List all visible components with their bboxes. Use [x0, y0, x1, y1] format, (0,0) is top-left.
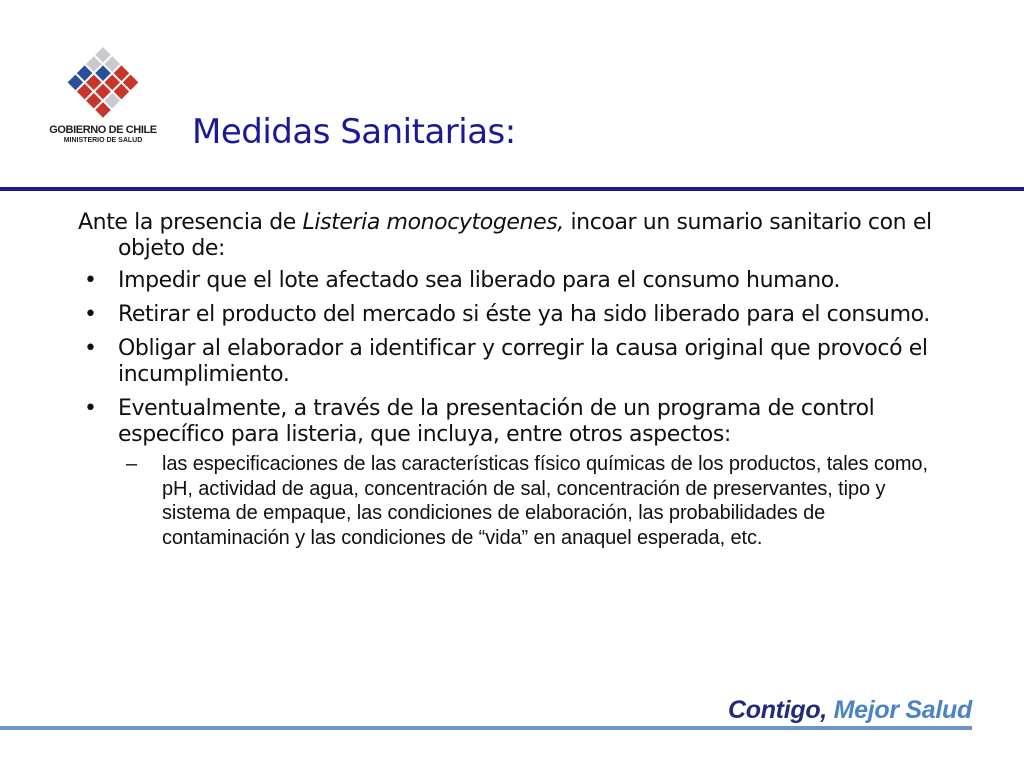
- sub-bullet-list: [118, 452, 978, 550]
- bullet-item: [78, 396, 978, 550]
- bullet-text: Impedir que el lote afectado sea liberado para el consumo humano.: [118, 268, 841, 293]
- bullet-dot-icon: •: [84, 396, 97, 421]
- bullet-dot-icon: •: [84, 336, 97, 361]
- chile-diamond-logo-icon: [63, 44, 143, 122]
- government-logo: [48, 44, 158, 154]
- intro-text-start: Ante la presencia de: [78, 210, 303, 235]
- bullet-text: Obligar al elaborador a identificar y corregir la causa original que provocó el incumplimiento.: [118, 336, 928, 387]
- bullet-item: [78, 302, 978, 328]
- intro-species-name: Listeria monocytogenes,: [302, 210, 564, 235]
- footer-divider: [0, 726, 972, 730]
- slogan-part-mejor-salud: Mejor Salud: [826, 696, 972, 724]
- logo-ministry-name: MINISTERIO DE SALUD: [63, 137, 143, 144]
- bullet-dot-icon: •: [84, 302, 97, 327]
- sub-bullet-text: las especificaciones de las características físico químicas de los productos, tales como, pH, actividad de agua, concentración de sal, concentración de preservantes, tipo y sistema de empaque, las condiciones de elaboración, las probabilidades de contaminación y las condiciones de “vida” en anaquel esperada, etc.: [162, 453, 928, 549]
- slide-title: Medidas Sanitarias:: [192, 112, 516, 152]
- bullet-item: [78, 268, 978, 294]
- footer-slogan: [728, 696, 972, 725]
- dash-icon: –: [126, 453, 138, 475]
- slogan-part-contigo: Contigo,: [727, 696, 827, 724]
- bullet-item: [78, 336, 978, 388]
- bullet-text: Retirar el producto del mercado si éste ya ha sido liberado para el consumo.: [118, 302, 930, 327]
- title-divider: [0, 187, 1024, 191]
- bullet-text: Eventualmente, a través de la presentación de un programa de control específico para listeria, que incluya, entre otros aspectos:: [118, 396, 875, 447]
- bullet-list: [78, 268, 978, 550]
- logo-org-name: GOBIERNO DE CHILE: [49, 124, 157, 136]
- intro-text-end: incoar un sumario sanitario con el objeto de:: [118, 210, 932, 261]
- bullet-dot-icon: •: [84, 268, 97, 293]
- slide-body: [78, 210, 978, 558]
- sub-bullet-item: [118, 452, 932, 550]
- intro-paragraph: [78, 210, 978, 262]
